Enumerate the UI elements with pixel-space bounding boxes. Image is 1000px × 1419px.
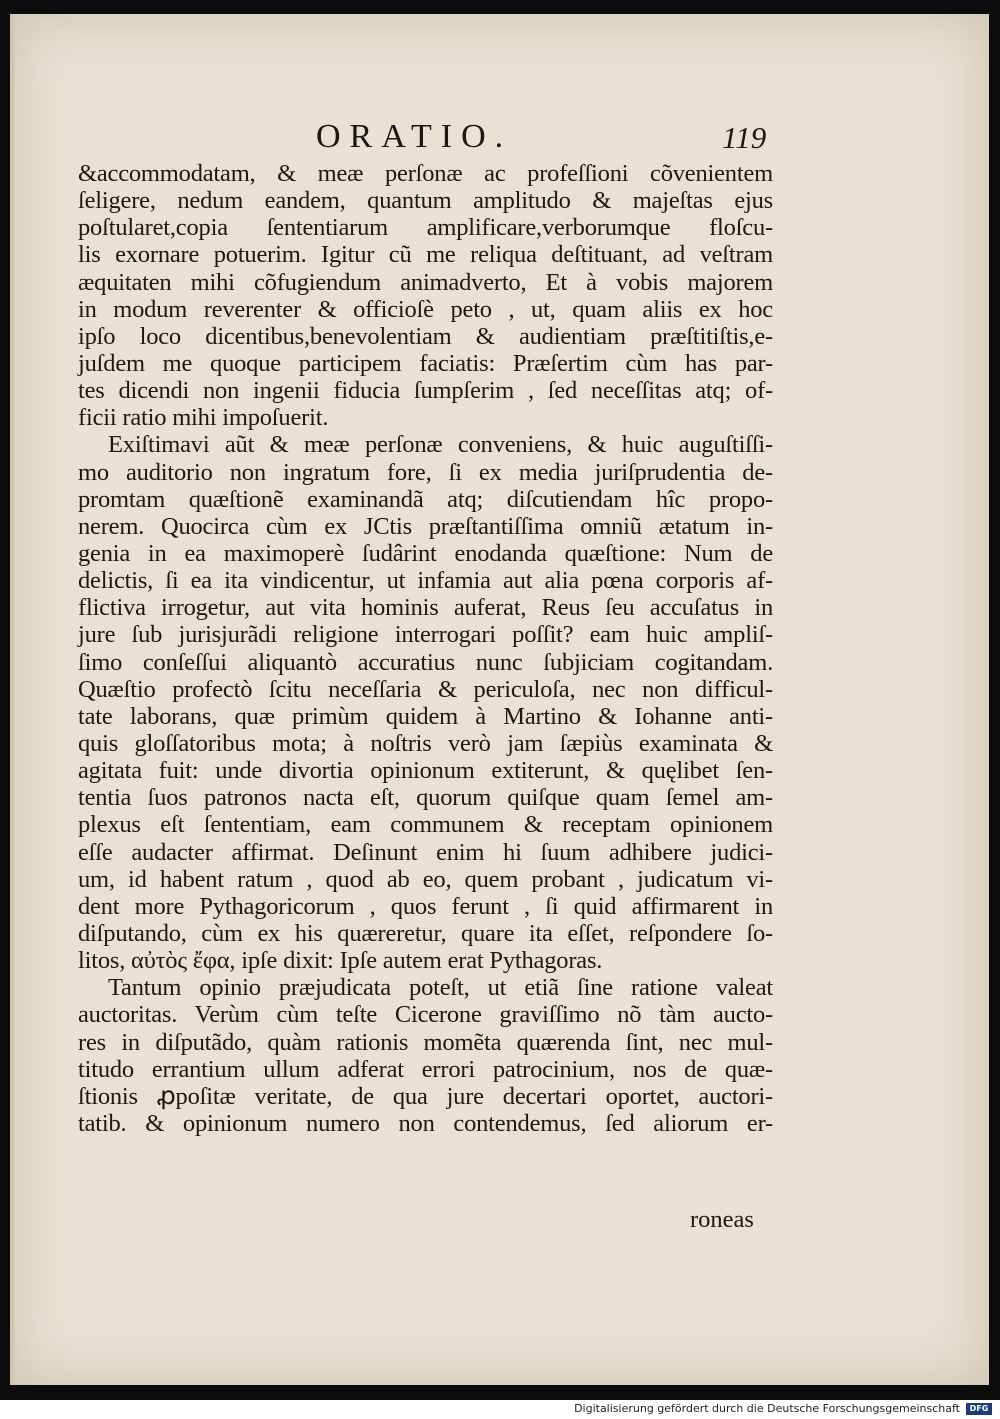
text-block (78, 160, 773, 1137)
text-line: agitata fuit: unde divortia opinionum extiterunt, & quęlibet ſen- (78, 757, 773, 785)
catchword: roneas (690, 1206, 754, 1233)
funding-credit: Digitalisierung gefördert durch die Deutsche Forschungsgemeinschaft (574, 1402, 960, 1415)
text-line: titudo errantium ullum adferat errori patrocinium, nos de quæ- (78, 1055, 773, 1083)
text-line: plexus eſt ſententiam, eam communem & receptam opinionem (78, 811, 773, 839)
text-line: Tantum opinio præjudicata poteſt, ut etiã ſine ratione valeat (108, 974, 773, 1002)
text-line: ipſo loco dicentibus,benevolentiam & audientiam præſtitiſtis,e- (78, 322, 773, 350)
text-line: poſtularet,copia ſententiarum amplificare,verborumque floſcu- (78, 214, 773, 242)
text-line: eſſe audacter affirmat. Deſinunt enim hi ſuum adhibere judici- (78, 838, 773, 866)
text-line: in modum reverenter & officioſè peto , ut, quam aliis ex hoc (78, 295, 773, 323)
text-line: dent more Pythagoricorum , quos ferunt , ſi quid affirmarent in (78, 892, 773, 920)
text-line: genia in ea maximoperè ſudârint enodanda quæſtione: Num de (78, 539, 773, 567)
book-page (10, 14, 989, 1385)
text-line: jure ſub jurisjurãdi religione interrogari poſſit? eam huic ampliſ- (78, 621, 773, 649)
text-line: juſdem me quoque participem faciatis: Præſertim cùm has par- (78, 349, 773, 377)
text-line: mo auditorio non ingratum fore, ſi ex media juriſprudentia de- (78, 458, 773, 486)
page-edge (10, 14, 14, 1385)
text-line: ſtionis ꝓpoſitæ veritate, de qua jure decertari oportet, auctori- (78, 1082, 773, 1110)
text-line: promtam quæſtionẽ examinandã atq; diſcutiendam hîc propo- (78, 485, 773, 513)
text-line: litos, αὐτὸς ἔφα, ipſe dixit: Ipſe autem erat Pythagoras. (78, 947, 603, 975)
text-line: res in diſputãdo, quàm rationis momẽta quærenda ſint, nec mul- (78, 1028, 773, 1056)
text-line: ſimo conſeſſui aliquantò accuratius nunc ſubjiciam cogitandam. (78, 648, 773, 676)
text-line: nerem. Quocirca cùm ex JCtis præſtantiſſima omniũ ætatum in- (78, 512, 773, 540)
text-line: Quæſtio profectò ſcitu neceſſaria & periculoſa, nec non difficul- (78, 675, 773, 703)
text-line: Exiſtimavi aũt & meæ perſonæ conveniens, & huic auguſtiſſi- (108, 431, 773, 459)
text-line: tate laborans, quæ primùm quidem à Martino & Iohanne anti- (78, 702, 773, 730)
text-line: diſputando, cùm ex his quæreretur, quare ita eſſet, reſpondere ſo- (78, 919, 773, 947)
page-number: 119 (722, 120, 767, 155)
text-line: quis gloſſatoribus mota; à noſtris verò jam ſæpiùs examinata & (78, 729, 773, 757)
running-title: ORATIO. (316, 118, 513, 155)
text-line: tentia ſuos patronos nacta eſt, quorum quiſque quam ſemel am- (78, 784, 773, 812)
text-line: tatib. & opinionum numero non contendemus, ſed aliorum er- (78, 1109, 773, 1137)
text-line: auctoritas. Verùm cùm teſte Cicerone graviſſimo nõ tàm aucto- (78, 1001, 773, 1029)
running-head (10, 118, 989, 158)
text-line: æquitaten mihi cõfugiendum animadverto, Et à vobis majorem (78, 268, 773, 296)
text-line: tes dicendi non ingenii fiducia ſumpſerim , ſed neceſſitas atq; of- (78, 377, 773, 405)
text-line: ficii ratio mihi impoſuerit. (78, 404, 329, 432)
text-line: lis exornare potuerim. Igitur cũ me reliqua deſtituant, ad veſtram (78, 241, 773, 269)
dfg-logo-icon: DFG (966, 1403, 992, 1415)
text-line: flictiva irrogetur, aut vita hominis auferat, Reus ſeu accuſatus in (78, 594, 773, 622)
text-line: ſeligere, nedum eandem, quantum amplitudo & majeſtas ejus (78, 187, 773, 215)
text-line: &accommodatam, & meæ perſonæ ac profeſſioni cõvenientem (78, 160, 773, 187)
footer-bar (0, 1400, 1000, 1419)
text-line: um, id habent ratum , quod ab eo, quem probant , judicatum vi- (78, 865, 773, 893)
text-line: delictis, ſi ea ita vindicentur, ut infamia aut alia pœna corporis af- (78, 567, 773, 595)
